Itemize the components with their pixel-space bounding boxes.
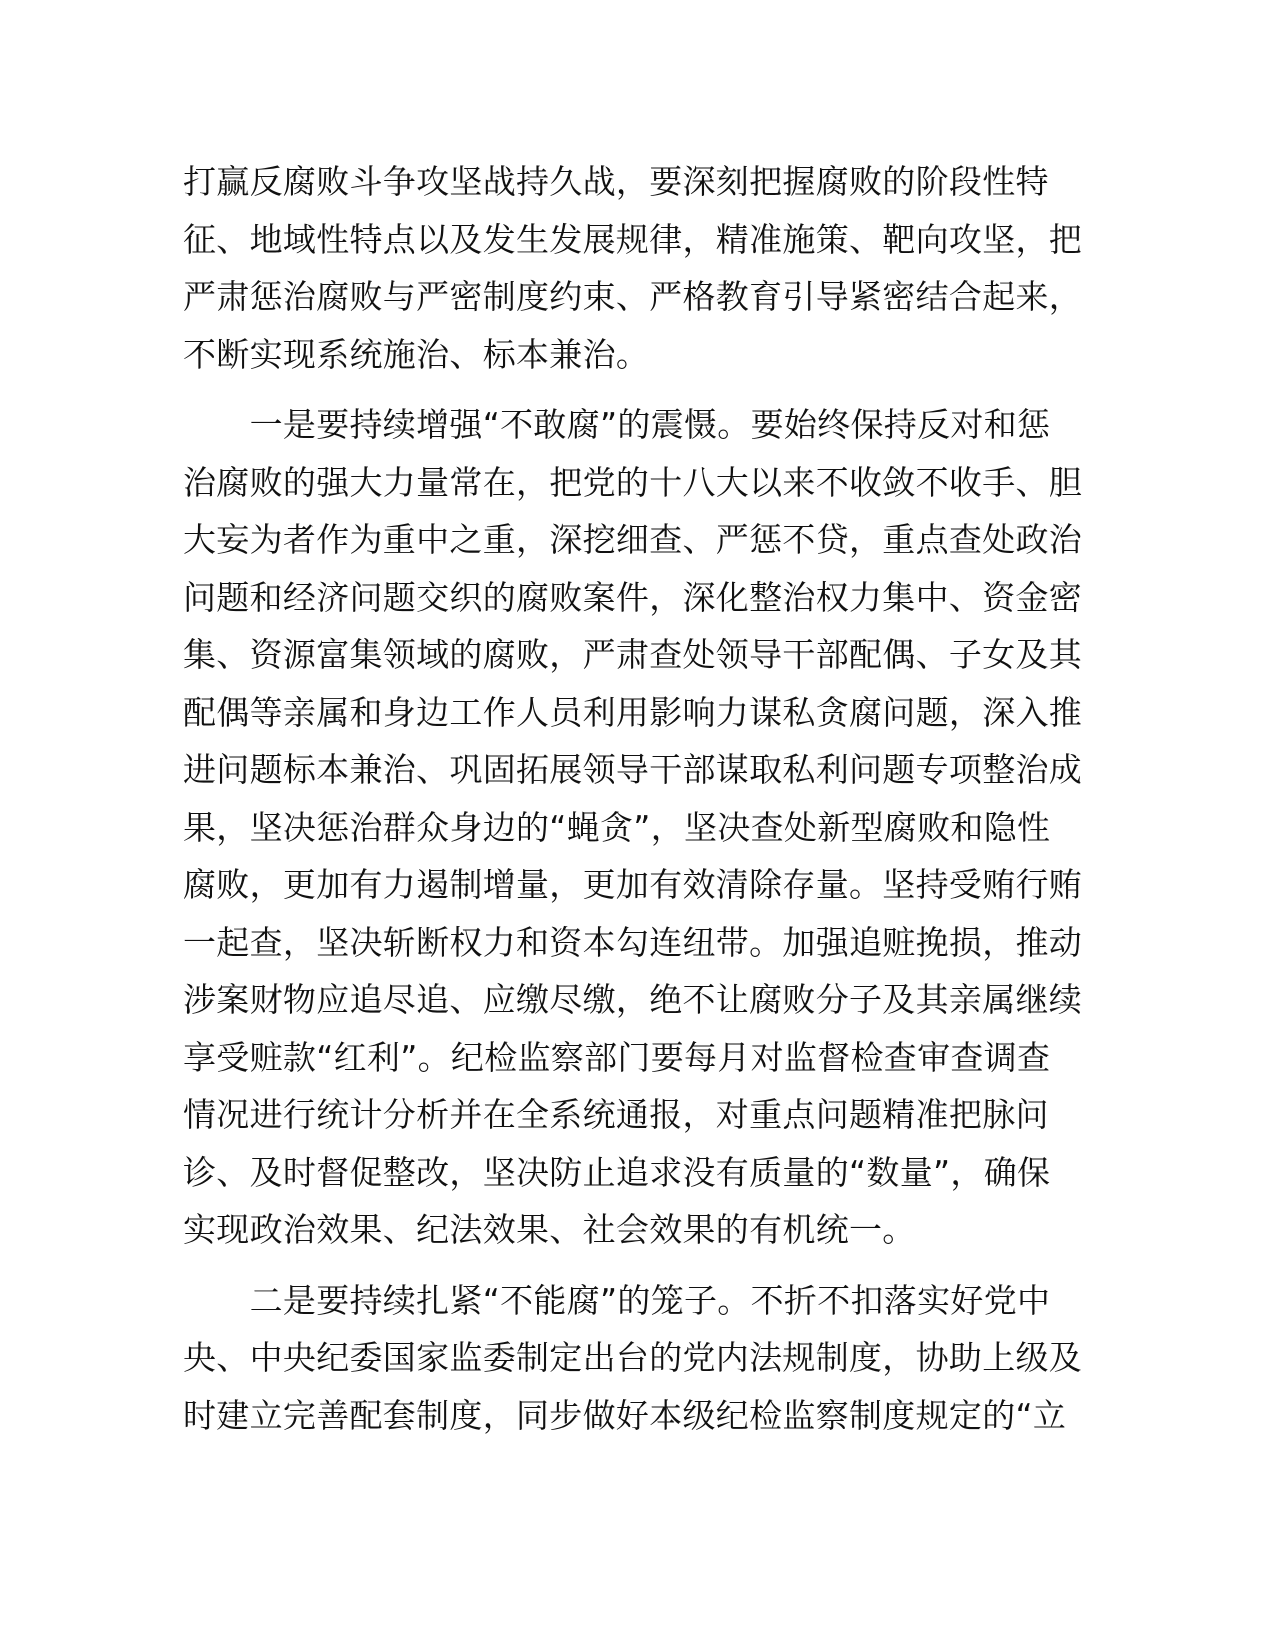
text-line: 配偶等亲属和身边工作人员利用影响力谋私贪腐问题，深入推 [183, 692, 1083, 732]
text-line: 涉案财物应追尽追、应缴尽缴，绝不让腐败分子及其亲属继续 [183, 980, 1083, 1019]
paragraph-intro [183, 153, 1083, 383]
text-line: 打赢反腐败斗争攻坚战持久战，要深刻把握腐败的阶段性特 [183, 162, 1049, 201]
document-body [183, 153, 1083, 1444]
text-line: 情况进行统计分析并在全系统通报，对重点问题精准把脉问 [183, 1095, 1049, 1134]
text-line: 一是要持续增强“不敢腐”的震慑。要始终保持反对和惩 [183, 405, 1051, 444]
text-line: 时建立完善配套制度，同步做好本级纪检监察制度规定的“立 [183, 1395, 1067, 1435]
text-line: 一起查，坚决斩断权力和资本勾连纽带。加强追赃挽损，推动 [183, 922, 1083, 962]
text-line: 治腐败的强大力量常在，把党的十八大以来不收敛不收手、胆 [183, 462, 1083, 502]
paragraph-point-one [183, 396, 1083, 1259]
text-line: 果，坚决惩治群众身边的“蝇贪”，坚决查处新型腐败和隐性 [183, 807, 1051, 847]
text-line: 不断实现系统施治、标本兼治。 [183, 334, 650, 374]
text-line: 问题和经济问题交织的腐败案件，深化整治权力集中、资金密 [183, 577, 1083, 617]
text-line: 二是要持续扎紧“不能腐”的笼子。不折不扣落实好党中 [183, 1280, 1051, 1320]
text-line: 诊、及时督促整改，坚决防止追求没有质量的“数量”，确保 [183, 1152, 1051, 1192]
text-line: 腐败，更加有力遏制增量，更加有效清除存量。坚持受贿行贿 [183, 865, 1083, 904]
text-line: 严肃惩治腐败与严密制度约束、严格教育引导紧密结合起来， [183, 277, 1083, 316]
text-line: 实现政治效果、纪法效果、社会效果的有机统一。 [183, 1210, 916, 1249]
text-line: 大妄为者作为重中之重，深挖细查、严惩不贷，重点查处政治 [183, 520, 1083, 559]
paragraph-point-two [183, 1272, 1083, 1445]
text-line: 央、中央纪委国家监委制定出台的党内法规制度，协助上级及 [183, 1338, 1083, 1377]
text-line: 享受赃款“红利”。纪检监察部门要每月对监督检查审查调查 [183, 1037, 1051, 1077]
text-line: 集、资源富集领域的腐败，严肃查处领导干部配偶、子女及其 [183, 635, 1083, 674]
text-line: 进问题标本兼治、巩固拓展领导干部谋取私利问题专项整治成 [183, 750, 1083, 789]
text-line: 征、地域性特点以及发生发展规律，精准施策、靶向攻坚，把 [183, 219, 1083, 259]
